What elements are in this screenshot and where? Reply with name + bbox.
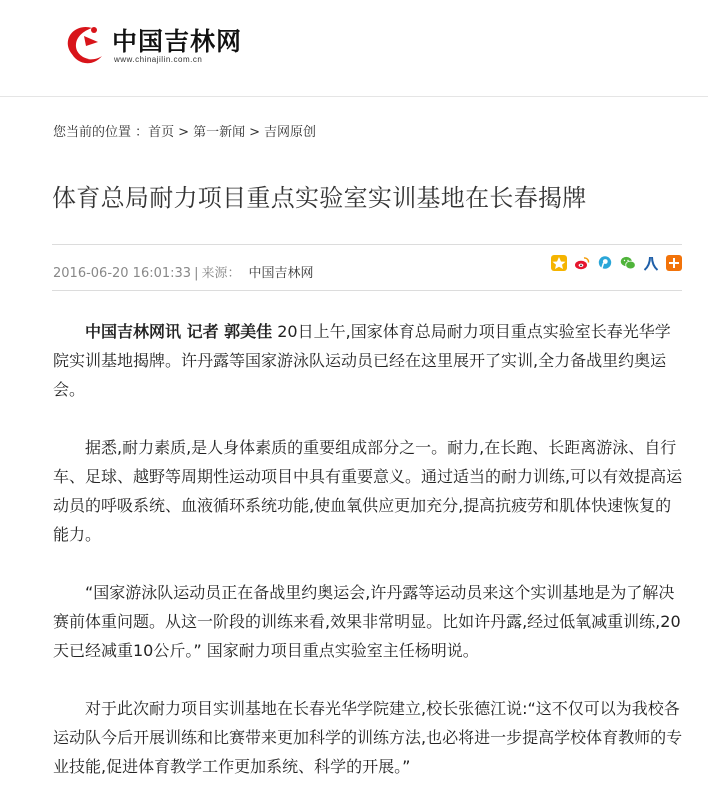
logo-mark-icon (62, 22, 106, 68)
more-icon[interactable] (666, 255, 682, 271)
breadcrumb-original-link[interactable]: 吉网原创 (263, 125, 316, 140)
breadcrumb (53, 121, 316, 140)
renren-icon[interactable] (643, 255, 659, 271)
breadcrumb-prefix: 您当前的位置 ： (53, 125, 149, 140)
tencent-weibo-icon[interactable] (597, 255, 613, 271)
article-paragraph: 据悉,耐力素质,是人身体素质的重要组成部分之一。耐力,在长跑、长距离游泳、自行车、足球、越野等周期性运动项目中具有重要意义。通过适当的耐力训练,可以有效提高运动员的呼吸系统、血液循环系统功能,使血氧供应更加充分,提高抗疲劳和肌体快速恢复的能力。 (53, 438, 683, 544)
breadcrumb-news-link[interactable]: 第一新闻 (193, 125, 246, 140)
source-link[interactable]: 中国吉林网 (248, 266, 314, 281)
logo-text: 中国吉林网 (112, 27, 243, 56)
article-title: 体育总局耐力项目重点实验室实训基地在长春揭牌 (52, 184, 587, 212)
article-body (53, 317, 685, 810)
site-logo[interactable] (62, 22, 252, 72)
wechat-icon[interactable] (620, 255, 636, 271)
source-label: 来源： (201, 266, 241, 281)
article-lead: 中国吉林网讯 记者 郭美佳 (85, 322, 273, 341)
article-paragraph (53, 317, 685, 404)
article-paragraph-text: 20日上午,国家体育总局耐力项目重点实验室长春光华学院实训基地揭牌。许丹露等国家游泳队运动员已经在这里展开了实训,全力备战里约奥运会。 (53, 322, 671, 399)
title-divider (52, 244, 682, 245)
article-datetime: 2016-06-20 16:01:33 (53, 266, 192, 281)
article-paragraph: “国家游泳队运动员正在备战里约奥运会,许丹露等运动员来这个实训基地是为了解决赛前体重问题。从这一阶段的训练来看,效果非常明显。比如许丹露,经过低氧减重训练,20天已经减重10公斤。” 国家耐力项目重点实验室主任杨明说。 (53, 583, 681, 660)
article-paragraph: 对于此次耐力项目实训基地在长春光华学院建立,校长张德江说:“这不仅可以为我校各运动队今后开展训练和比赛带来更加科学的训练方法,也必将进一步提高学校体育教师的专业技能,促进体育教学工作更加系统、科学的开展。” (53, 699, 683, 776)
header-divider (0, 96, 708, 97)
share-bar (551, 255, 684, 273)
meta-divider (52, 290, 682, 291)
site-header (0, 0, 708, 96)
breadcrumb-home-link[interactable]: 首页 (148, 125, 175, 140)
weibo-icon[interactable] (574, 255, 590, 271)
breadcrumb-separator: > (249, 125, 260, 140)
qzone-icon[interactable] (551, 255, 567, 271)
breadcrumb-separator: > (178, 125, 190, 140)
meta-separator: | (194, 266, 199, 281)
logo-url: www.chinajilin.com.cn (114, 55, 203, 64)
article-meta (53, 262, 314, 281)
